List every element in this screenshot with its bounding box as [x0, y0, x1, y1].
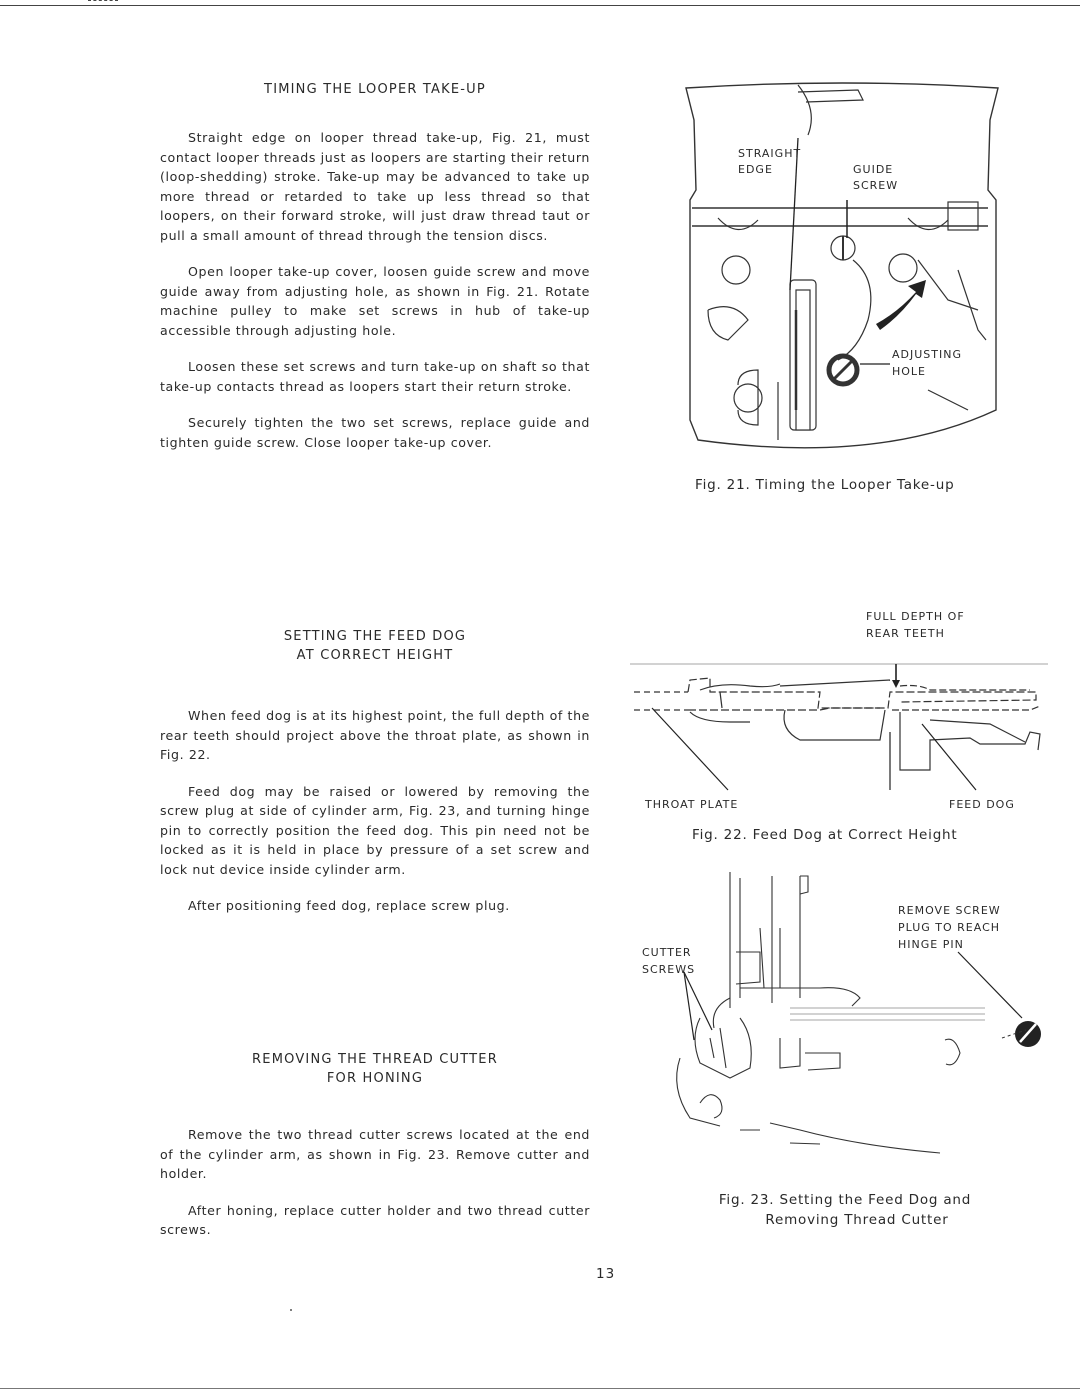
paragraph: Loosen these set screws and turn take-up on shaft so that take-up contacts thread as loopers start their return stroke.	[160, 359, 590, 394]
caption-line: Fig. 22. Feed Dog at Correct Height	[692, 827, 958, 843]
paragraph: Remove the two thread cutter screws located at the end of the cylinder arm, as shown in Fig. 23. Remove cutter and holder.	[160, 1127, 590, 1181]
heading-line: SETTING THE FEED DOG	[283, 629, 467, 644]
heading-line: AT CORRECT HEIGHT	[296, 648, 454, 663]
fig21-label-screw: SCREW	[853, 179, 899, 192]
paragraph: Open looper take-up cover, loosen guide screw and move guide away from adjusting hole, as shown in Fig. 21. Rotate machine pulley to make set screws in hub of take-up accessible through adjusting hole.	[160, 264, 590, 338]
paragraph: Feed dog may be raised or lowered by removing the screw plug at side of cylinder arm, Fig. 23, and turning hinge pin to correctly position the feed dog. This pin need not be locked as it is held in place by pressure of a set screw and lock nut device inside cylinder arm.	[160, 783, 590, 877]
fig22-illustration	[630, 660, 1050, 780]
paragraph: Straight edge on looper thread take-up, Fig. 21, must contact looper threads just as loopers are starting their return (loop-shedding) stroke. Take-up may be advanced to take up more thread or retarded to take up less thread so that loopers, on their forward stroke, will just draw thread taut or pull a small amount of thread through the tension discs.	[160, 130, 590, 243]
paragraph: Securely tighten the two set screws, replace guide and tighten guide screw. Close looper take-up cover.	[160, 415, 590, 450]
fig22-label-rear-teeth: REAR TEETH	[866, 627, 945, 640]
section-body-timing-looper	[160, 128, 590, 452]
paragraph: After honing, replace cutter holder and two thread cutter screws.	[160, 1202, 590, 1237]
fig21-label-adjusting: ADJUSTING	[892, 348, 962, 361]
top-dash-mark	[88, 0, 118, 1]
fig23-label-cutter: CUTTER	[642, 946, 692, 959]
section-heading-timing-looper	[160, 80, 590, 99]
section-heading-feed-dog	[160, 627, 590, 665]
fig21-label-guide: GUIDE	[853, 163, 894, 176]
fig22-caption	[692, 827, 958, 843]
top-rule	[0, 5, 1080, 6]
fig23-label-remove-screw: REMOVE SCREW	[898, 904, 1001, 917]
section-heading-thread-cutter	[160, 1050, 590, 1088]
heading-line: REMOVING THE THREAD CUTTER	[252, 1052, 498, 1067]
bottom-rule	[0, 1388, 1080, 1389]
fig21-label-straight: STRAIGHT	[738, 147, 802, 160]
fig22-label-feed-dog: FEED DOG	[949, 798, 1015, 811]
heading-line: FOR HONING	[326, 1071, 424, 1086]
fig21-label-hole: HOLE	[892, 365, 927, 378]
caption-line: Fig. 21. Timing the Looper Take-up	[695, 477, 955, 493]
heading-line: TIMING THE LOOPER TAKE-UP	[264, 82, 486, 97]
caption-line: Removing Thread Cutter	[765, 1212, 949, 1228]
speck	[290, 1309, 292, 1311]
fig22-label-full-depth: FULL DEPTH OF	[866, 610, 965, 623]
fig22-label-throat-plate: THROAT PLATE	[645, 798, 739, 811]
page-number: 13	[596, 1266, 616, 1282]
fig21-label-edge: EDGE	[738, 163, 773, 176]
paragraph: After positioning feed dog, replace screw plug.	[188, 898, 510, 913]
section-body-feed-dog	[160, 706, 590, 916]
fig23-label-plug-to-reach: PLUG TO REACH	[898, 921, 1001, 934]
fig21-caption	[695, 477, 954, 493]
section-body-thread-cutter	[160, 1125, 590, 1240]
fig23-label-hinge-pin: HINGE PIN	[898, 938, 964, 951]
paragraph: When feed dog is at its highest point, the full depth of the rear teeth should project above the throat plate, as shown in Fig. 22.	[160, 708, 590, 762]
fig23-caption	[690, 1190, 1000, 1230]
caption-line: Fig. 23. Setting the Feed Dog and	[718, 1192, 972, 1208]
fig23-label-screws: SCREWS	[642, 963, 696, 976]
fig21-illustration	[678, 80, 1008, 460]
